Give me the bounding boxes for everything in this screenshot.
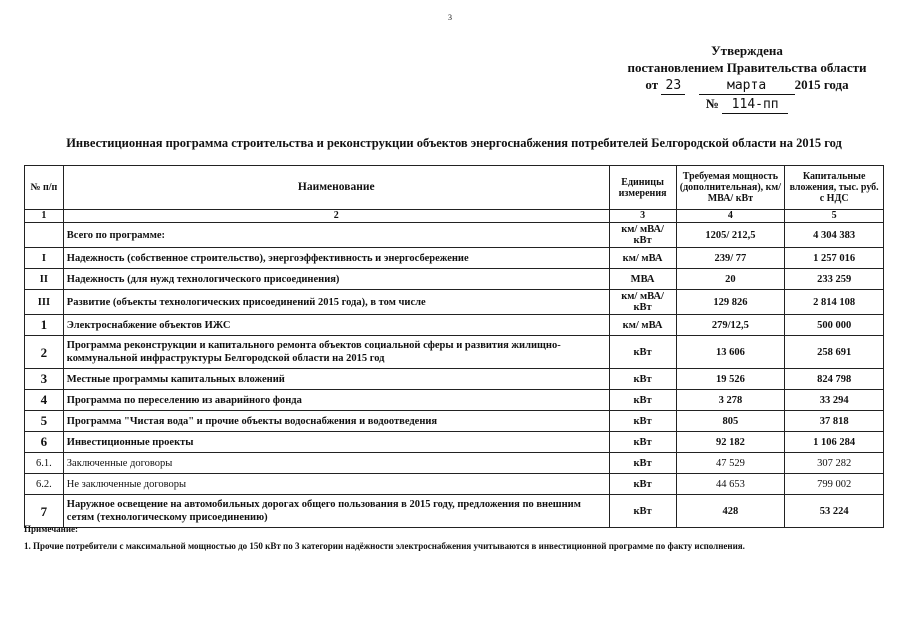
row-name-cell: Программа реконструкции и капитального ремонта объектов социальной сферы и развития жилищно-коммунальной инфраструктуры Белгородской области на 2015 год: [63, 336, 609, 369]
row-unit-cell: кВт: [609, 390, 676, 411]
row-num-cell: 6: [25, 432, 64, 453]
row-capital-cell: 799 002: [785, 474, 884, 495]
row-name-cell: Надежность (собственное строительство), энергоэффективность и энергосбережение: [63, 248, 609, 269]
table-row: [25, 248, 884, 269]
approval-line-2: постановлением Правительства области: [627, 60, 867, 75]
header-capital: Капитальные вложения, тыс. руб. с НДС: [785, 166, 884, 210]
approval-month: марта: [699, 77, 795, 95]
row-num-cell: 2: [25, 336, 64, 369]
table-row: [25, 474, 884, 495]
row-unit-cell: кВт: [609, 369, 676, 390]
table-row: [25, 336, 884, 369]
row-power-cell: 19 526: [676, 369, 785, 390]
row-capital-cell: 53 224: [785, 495, 884, 528]
row-num-cell: 6.1.: [25, 453, 64, 474]
row-power-cell: 428: [676, 495, 785, 528]
row-num-cell: 7: [25, 495, 64, 528]
row-power-cell: 129 826: [676, 290, 785, 315]
row-name-cell: Местные программы капитальных вложений: [63, 369, 609, 390]
row-capital-cell: 233 259: [785, 269, 884, 290]
row-num-cell: I: [25, 248, 64, 269]
approval-num-label: №: [705, 96, 719, 111]
index-cell: 2: [63, 210, 609, 223]
row-unit-cell: км/ мВА: [609, 315, 676, 336]
header-unit: Единицы измерения: [609, 166, 676, 210]
row-capital-cell: 307 282: [785, 453, 884, 474]
index-cell: 1: [25, 210, 64, 223]
document-title: Инвестиционная программа строительства и реконструкции объектов энергоснабжения потребителей Белгородской области на 2015 год: [66, 136, 842, 150]
index-cell: 5: [785, 210, 884, 223]
row-capital-cell: 1 257 016: [785, 248, 884, 269]
row-power-cell: 239/ 77: [676, 248, 785, 269]
row-name-cell: Программа по переселению из аварийного фонда: [63, 390, 609, 411]
row-capital-cell: 824 798: [785, 369, 884, 390]
row-power-cell: 47 529: [676, 453, 785, 474]
row-unit-cell: кВт: [609, 453, 676, 474]
row-num-cell: II: [25, 269, 64, 290]
row-unit-cell: кВт: [609, 432, 676, 453]
row-power-cell: 92 182: [676, 432, 785, 453]
note-text: 1. Прочие потребители с максимальной мощностью до 150 кВт по 3 категории надёжности электроснабжения учитываются в инвестиционной программе по факту исполнения.: [24, 541, 745, 551]
row-num-cell: III: [25, 290, 64, 315]
row-power-cell: 1205/ 212,5: [676, 223, 785, 248]
row-power-cell: 279/12,5: [676, 315, 785, 336]
row-unit-cell: км/ мВА/ кВт: [609, 223, 676, 248]
row-unit-cell: кВт: [609, 495, 676, 528]
approval-date-line: [612, 76, 882, 95]
table-row: [25, 432, 884, 453]
investment-table: [24, 165, 884, 528]
approval-block: [612, 42, 882, 114]
row-num-cell: 5: [25, 411, 64, 432]
header-name: Наименование: [63, 166, 609, 210]
row-power-cell: 13 606: [676, 336, 785, 369]
index-cell: 3: [609, 210, 676, 223]
row-capital-cell: 2 814 108: [785, 290, 884, 315]
row-capital-cell: 33 294: [785, 390, 884, 411]
row-name-cell: Наружное освещение на автомобильных дорогах общего пользования в 2015 году, предложения по внешним сетям (технологическому присоединению): [63, 495, 609, 528]
row-name-cell: Не заключенные договоры: [63, 474, 609, 495]
table-header-row: [25, 166, 884, 210]
row-num-cell: [25, 223, 64, 248]
row-unit-cell: км/ мВА: [609, 248, 676, 269]
approval-year: 2015 года: [794, 77, 849, 92]
row-name-cell: Развитие (объекты технологических присоединений 2015 года), в том числе: [63, 290, 609, 315]
approval-number-line: [612, 95, 882, 114]
row-num-cell: 3: [25, 369, 64, 390]
table-row: [25, 390, 884, 411]
approval-day: 23: [661, 77, 685, 95]
row-capital-cell: 37 818: [785, 411, 884, 432]
table-row: [25, 223, 884, 248]
row-unit-cell: км/ мВА/ кВт: [609, 290, 676, 315]
row-capital-cell: 258 691: [785, 336, 884, 369]
table-row: [25, 369, 884, 390]
row-unit-cell: кВт: [609, 411, 676, 432]
table-row: [25, 290, 884, 315]
note-block: [24, 521, 745, 555]
row-name-cell: Электроснабжение объектов ИЖС: [63, 315, 609, 336]
row-num-cell: 6.2.: [25, 474, 64, 495]
row-name-cell: Всего по программе:: [63, 223, 609, 248]
row-name-cell: Инвестиционные проекты: [63, 432, 609, 453]
row-power-cell: 3 278: [676, 390, 785, 411]
row-capital-cell: 500 000: [785, 315, 884, 336]
row-unit-cell: кВт: [609, 474, 676, 495]
column-index-row: [25, 210, 884, 223]
row-num-cell: 4: [25, 390, 64, 411]
header-num: № п/п: [25, 166, 64, 210]
header-power: Требуемая мощность (дополнительная), км/ МВА/ кВт: [676, 166, 785, 210]
row-unit-cell: кВт: [609, 336, 676, 369]
row-name-cell: Надежность (для нужд технологического присоединения): [63, 269, 609, 290]
row-num-cell: 1: [25, 315, 64, 336]
row-capital-cell: 1 106 284: [785, 432, 884, 453]
row-name-cell: Программа "Чистая вода" и прочие объекты водоснабжения и водоотведения: [63, 411, 609, 432]
row-power-cell: 20: [676, 269, 785, 290]
table-row: [25, 453, 884, 474]
approval-from: от: [645, 77, 659, 92]
row-capital-cell: 4 304 383: [785, 223, 884, 248]
approval-num-value: 114-пп: [722, 96, 788, 114]
table-row: [25, 411, 884, 432]
row-name-cell: Заключенные договоры: [63, 453, 609, 474]
page-number: 3: [448, 13, 452, 22]
note-heading: Примечание:: [24, 524, 79, 534]
table-row: [25, 269, 884, 290]
row-power-cell: 805: [676, 411, 785, 432]
approval-line-1: Утверждена: [711, 43, 783, 58]
row-unit-cell: МВА: [609, 269, 676, 290]
row-power-cell: 44 653: [676, 474, 785, 495]
table-row: [25, 315, 884, 336]
index-cell: 4: [676, 210, 785, 223]
